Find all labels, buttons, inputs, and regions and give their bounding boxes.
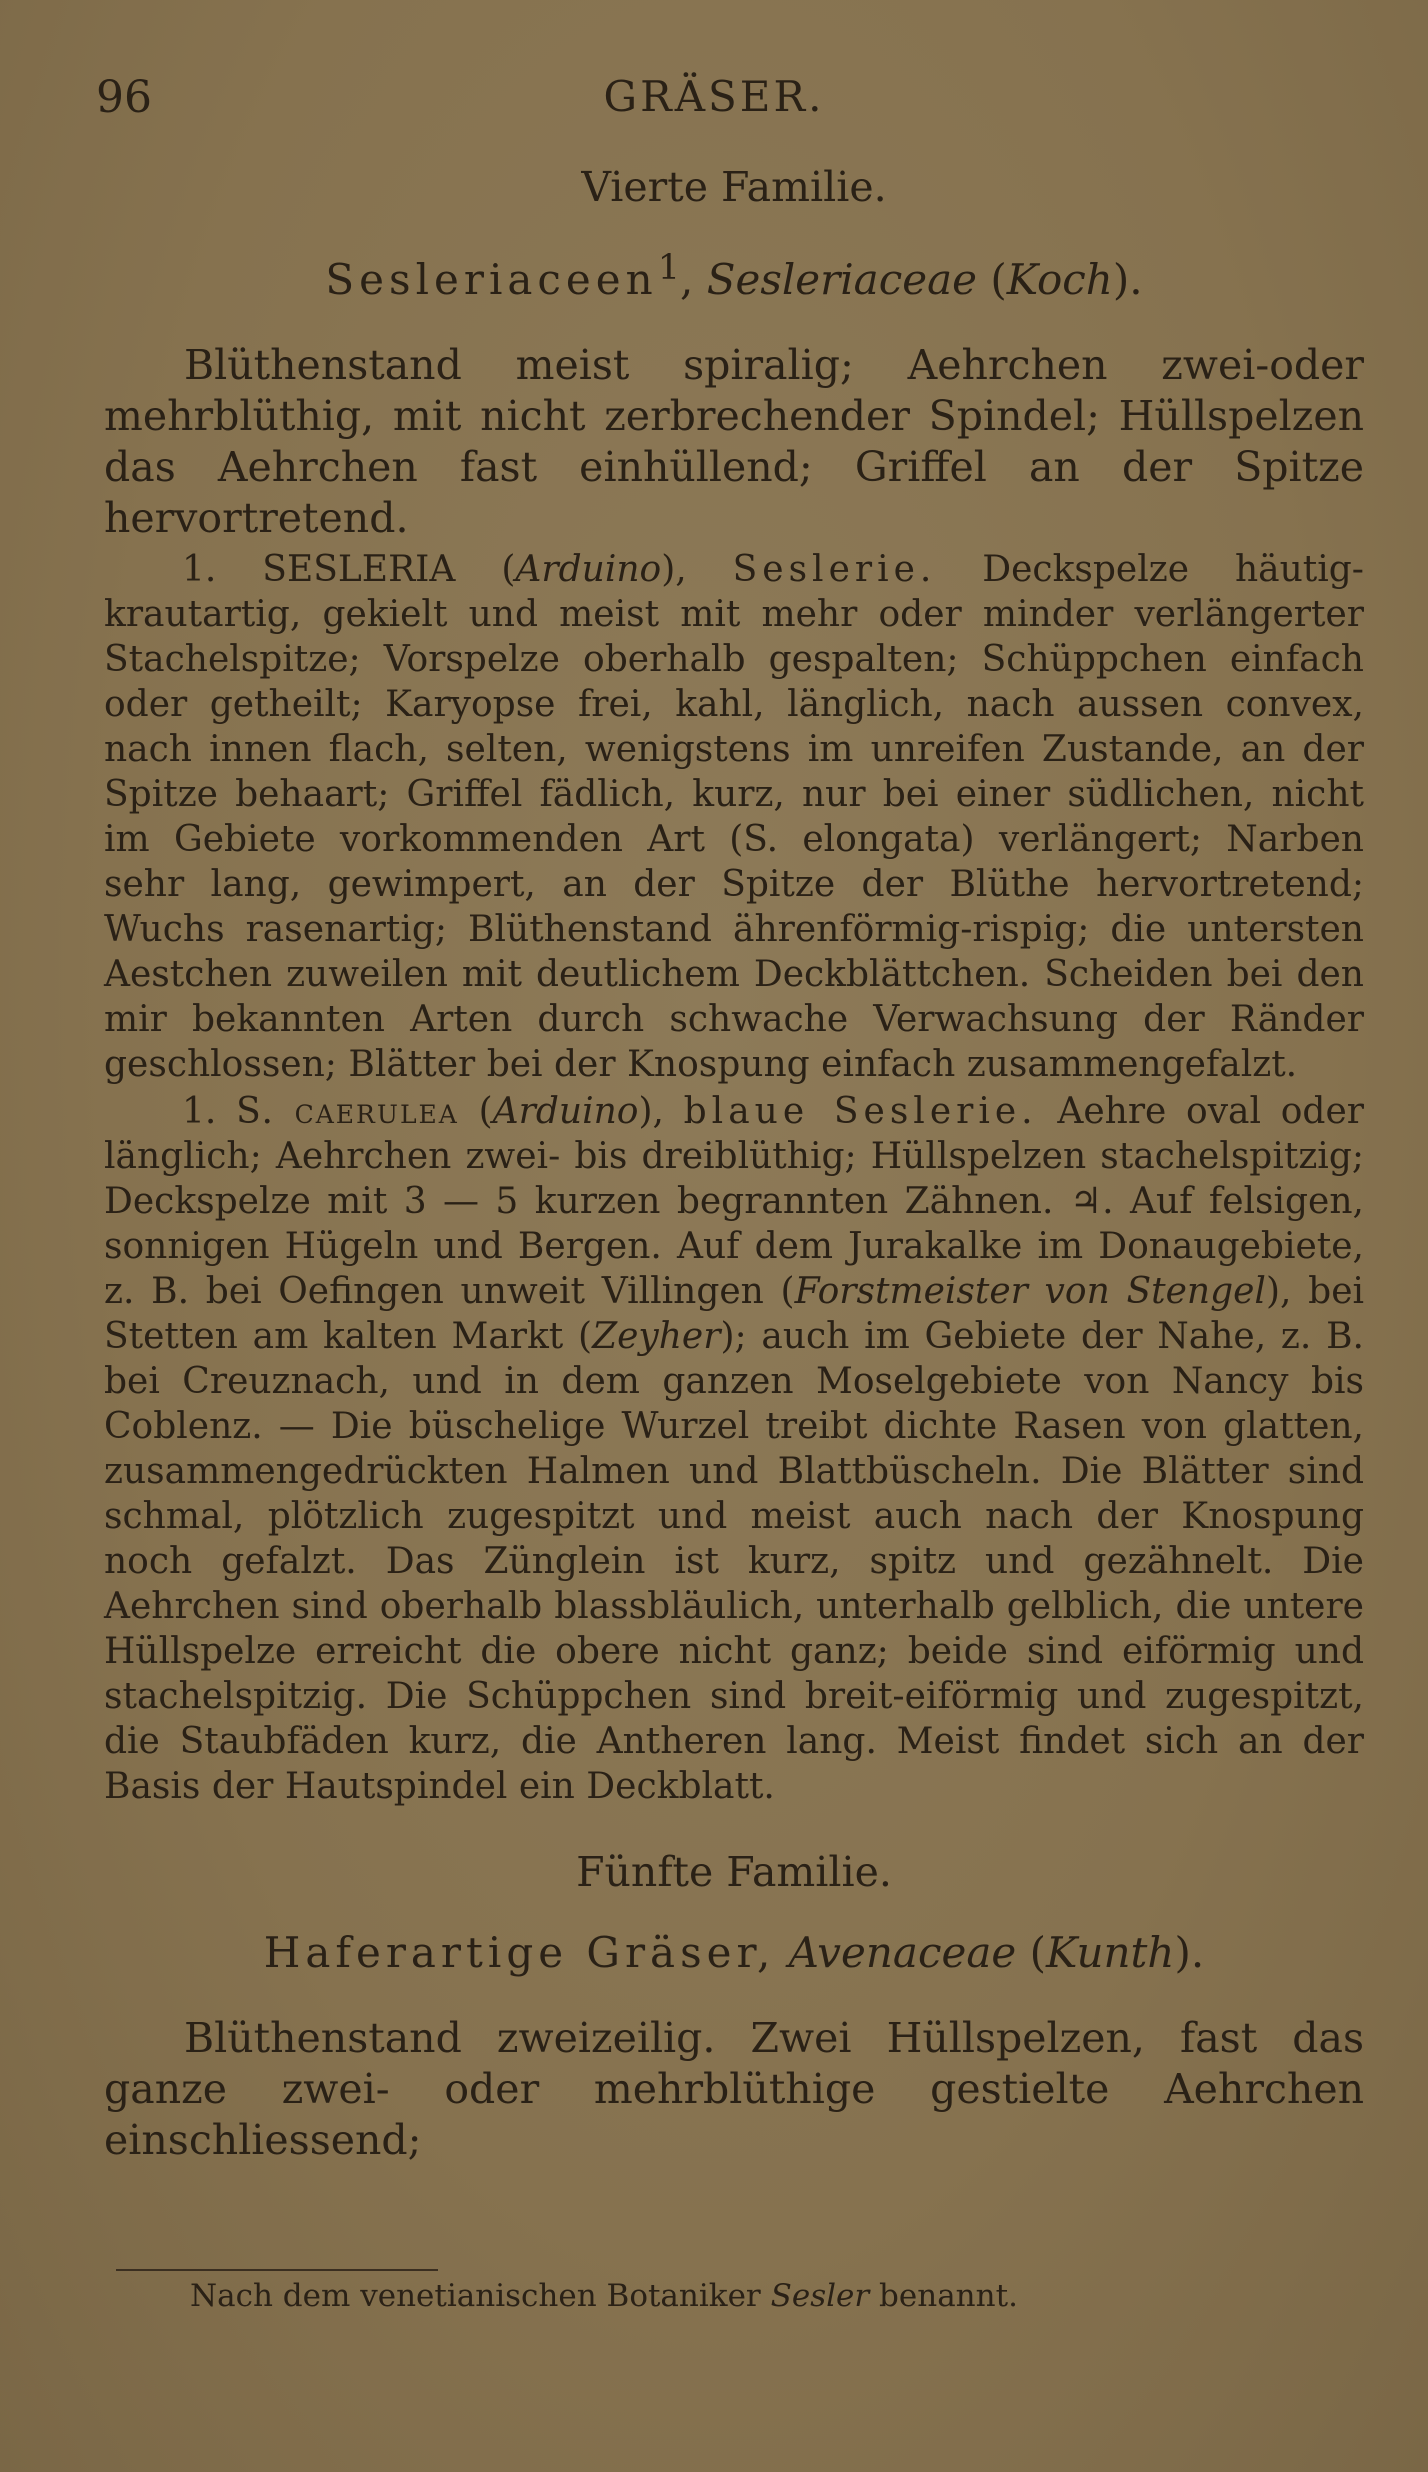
family-authority-5: Kunth xyxy=(1046,1928,1175,1977)
section-gap xyxy=(104,1809,1364,1845)
page-number: 96 xyxy=(96,72,152,123)
species-common-name: blaue Seslerie. xyxy=(683,1091,1038,1132)
footnote xyxy=(190,2276,1018,2316)
family-ordinal-5: Fünfte Familie. xyxy=(576,1848,892,1896)
species-text-1: Aehre oval oder länglich; Aehrchen zwei- bis dreiblüthig; Hüllspelzen stachelspitzig; Deckspelze mit 3 — 5 kurzen begrannten Zähnen. ♃. Auf felsigen, sonnigen Hügeln und Bergen. Auf dem Jurakalke im Donaugebiete, z. B. bei Oefingen unweit Villingen ( xyxy=(104,1091,1364,1312)
family-heading: Sesleriaceen$^1$, Sesleriaceae (Koch). xyxy=(325,248,1143,304)
species-number: 1. xyxy=(182,1091,217,1132)
footnote-marker: 1 xyxy=(657,248,680,288)
species-authority: Arduino xyxy=(492,1091,639,1132)
genus-description: Deckspelze häutig-krautartig, gekielt und meist mit mehr oder minder verlängerter Stachelspitze; Vorspelze oberhalb gespalten; Schüppchen einfach oder getheilt; Karyopse frei, kahl, länglich, nach aussen convex, nach innen flach, selten, wenigstens im unreifen Zustande, an der Spitze behaart; Griffel fädlich, kurz, nur bei einer südlichen, nicht im Gebiete vorkommenden Art (S. elongata) verlängert; Narben sehr lang, gewimpert, an der Spitze der Blüthe hervortretend; Wuchs rasenartig; Blüthenstand ährenförmig-rispig; die untersten Aestchen zuweilen mit deutlichem Deckblättchen. Scheiden bei den mir bekannten Arten durch schwache Verwachsung der Ränder geschlossen; Blätter bei der Knospung einfach zusammengefalzt. xyxy=(104,549,1364,1085)
family-authority: Koch xyxy=(1006,255,1113,304)
page-header xyxy=(96,72,1332,142)
family-ordinal: Vierte Familie. xyxy=(581,163,887,211)
species-entry: 1. S. caerulea (Arduino), blaue Seslerie. Aehre oval oder länglich; Aehrchen zwei- bis dreiblüthig; Hüllspelzen stachelspitzig; Deckspelze mit 3 — 5 kurzen begrannten Zähnen. ♃. Auf felsigen, sonnigen Hügeln und Bergen. Auf dem Jurakalke im Donaugebiete, z. B. bei Oefingen unweit Villingen (Forstmeister von Stengel), bei Stetten am kalten Markt (Zeyher); auch im Gebiete der Nahe, z. B. bei Creuznach, und in dem ganzen Moselgebiete von Nancy bis Coblenz. — Die büschelige Wurzel treibt dichte Rasen von glatten, zusammengedrückten Halmen und Blattbüscheln. Die Blätter sind schmal, plötzlich zugespitzt und meist auch nach der Knospung noch gefalzt. Das Zünglein ist kurz, spitz und gezähnelt. Die Aehrchen sind oberhalb blassbläulich, unterhalb gelblich, die untere Hüllspelze erreicht die obere nicht ganz; beide sind eiförmig und stachelspitzig. Die Schüppchen sind breit-eiförmig und zugespitzt, die Staubfäden kurz, die Antheren lang. Meist findet sich an der Basis der Hautspindel ein Deckblatt. xyxy=(104,1091,1365,1807)
species-collector-2: Zeyher xyxy=(592,1316,721,1357)
species-abbr: S. xyxy=(236,1091,275,1132)
family-name-latin-5: Avenaceae xyxy=(788,1928,1017,1977)
genus-entry: 1. SESLERIA (Arduino), Seslerie. Deckspelze häutig-krautartig, gekielt und meist mit mehr oder minder verlängerter Stachelspitze; Vorspelze oberhalb gespalten; Schüppchen einfach oder getheilt; Karyopse frei, kahl, länglich, nach aussen convex, nach innen flach, selten, wenigstens im unreifen Zustande, an der Spitze behaart; Griffel fädlich, kurz, nur bei einer südlichen, nicht im Gebiete vorkommenden Art (S. elongata) verlängert; Narben sehr lang, gewimpert, an der Spitze der Blüthe hervortretend; Wuchs rasenartig; Blüthenstand ährenförmig-rispig; die untersten Aestchen zuweilen mit deutlichem Deckblättchen. Scheiden bei den mir bekannten Arten durch schwache Verwachsung der Ränder geschlossen; Blätter bei der Knospung einfach zusammengefalzt. xyxy=(104,549,1364,1085)
footnote-rule xyxy=(116,2269,438,2271)
species-epithet: caerulea xyxy=(294,1091,459,1132)
page-body xyxy=(104,160,1364,2169)
running-head: GRÄSER. xyxy=(603,72,825,121)
footnote-text-before: Nach dem venetianischen Botaniker xyxy=(190,2278,761,2314)
genus-authority: Arduino xyxy=(515,549,662,590)
family-description: Blüthenstand meist spiralig; Aehrchen zwei-oder mehrblüthig, mit nicht zerbrechender Spindel; Hüllspelzen das Aehrchen fast einhüllend; Griffel an der Spitze hervortretend. xyxy=(104,341,1364,542)
footnote-name: Sesler xyxy=(770,2278,870,2314)
family-name-german: Sesleriaceen xyxy=(325,255,658,304)
family-name-latin: Sesleriaceae xyxy=(706,255,977,304)
family-name-german-5: Haferartige Gräser, xyxy=(263,1928,776,1977)
species-text-2: ), bei Stetten am kalten Markt ( xyxy=(104,1271,1365,1357)
footnote-text-after: benannt. xyxy=(879,2278,1018,2314)
genus-name: SESLERIA xyxy=(262,549,456,590)
species-collector-1: Forstmeister von Stengel xyxy=(794,1271,1266,1312)
family-heading-5: Haferartige Gräser, Avenaceae (Kunth). xyxy=(263,1928,1205,1977)
species-text-3: ); auch im Gebiete der Nahe, z. B. bei Creuznach, und in dem ganzen Moselgebiete von Nancy bis Coblenz. — Die büschelige Wurzel treibt dichte Rasen von glatten, zusammengedrückten Halmen und Blattbüscheln. Die Blätter sind schmal, plötzlich zugespitzt und meist auch nach der Knospung noch gefalzt. Das Zünglein ist kurz, spitz und gezähnelt. Die Aehrchen sind oberhalb blassbläulich, unterhalb gelblich, die untere Hüllspelze erreicht die obere nicht ganz; beide sind eiförmig und stachelspitzig. Die Schüppchen sind breit-eiförmig und zugespitzt, die Staubfäden kurz, die Antheren lang. Meist findet sich an der Basis der Hautspindel ein Deckblatt. xyxy=(104,1316,1364,1807)
genus-number: 1. xyxy=(182,549,217,590)
family-description-5: Blüthenstand zweizeilig. Zwei Hüllspelzen, fast das ganze zwei- oder mehrblüthige gestielte Aehrchen einschliessend; xyxy=(104,2014,1364,2164)
genus-common-name: Seslerie. xyxy=(732,549,937,590)
